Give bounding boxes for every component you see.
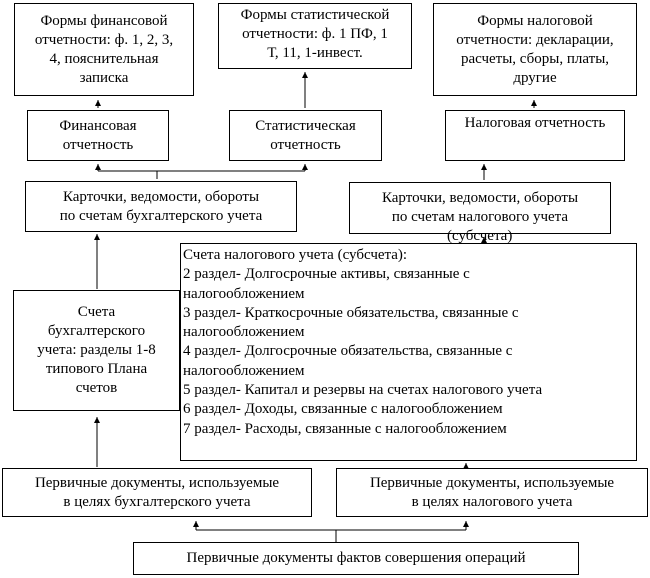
statistical-reporting-text: Статистическая отчетность: [255, 117, 356, 153]
financial-reporting-text: Финансовая отчетность: [59, 117, 137, 153]
primary-accounting-text: Первичные документы, используемые в целях бухгалтерского учета: [34, 474, 280, 510]
tax-accounts-line: налогообложением: [183, 324, 305, 341]
tax-accounts-line: 7 раздел- Расходы, связанные с налогообложением: [183, 420, 507, 437]
tax-reporting-box: [445, 110, 625, 161]
tax-accounts-line: 6 раздел- Доходы, связанные с налогообложением: [183, 401, 503, 418]
primary-tax-text: Первичные документы, используемые в целях налогового учета: [369, 474, 615, 510]
connector-cards-to-reporting: [98, 171, 305, 179]
connector-facts-to-primary: [196, 530, 466, 542]
forms-statistical-box: [218, 3, 412, 69]
forms-statistical-text: Формы статистической отчетности: ф. 1 ПФ, 1 Т, 11, 1-инвест.: [240, 7, 390, 61]
primary-accounting-box: [2, 468, 312, 517]
primary-facts-box: [133, 542, 579, 575]
accounts-accounting-box: [13, 290, 180, 411]
tax-accounts-box: [180, 243, 637, 461]
tax-accounts-line: 3 раздел- Краткосрочные обязательства, связанные с: [183, 304, 519, 321]
forms-financial-box: [14, 3, 194, 96]
cards-accounting-box: [25, 181, 297, 232]
tax-accounts-line: налогообложением: [183, 285, 305, 302]
tax-accounts-line: 5 раздел- Капитал и резервы на счетах налогового учета: [183, 382, 543, 399]
tax-accounts-title: Счета налогового учета (субсчета):: [183, 247, 408, 263]
primary-facts-text: Первичные документы фактов совершения операций: [186, 550, 526, 566]
accounts-accounting-text: Счета бухгалтерского учета: разделы 1-8 типового Плана счетов: [37, 304, 156, 396]
tax-accounts-line: налогообложением: [183, 362, 305, 379]
forms-tax-text: Формы налоговой отчетности: декларации, расчеты, сборы, платы, другие: [456, 12, 614, 86]
forms-financial-text: Формы финансовой отчетности: ф. 1, 2, 3, 4, пояснительная записка: [34, 12, 174, 86]
forms-tax-box: [433, 3, 637, 96]
financial-reporting-box: [27, 110, 169, 161]
cards-tax-overflow-text: (субсчета): [447, 228, 513, 244]
tax-accounts-line: 2 раздел- Долгосрочные активы, связанные с: [183, 266, 470, 283]
primary-tax-box: [336, 468, 648, 517]
cards-tax-text: Карточки, ведомости, обороты по счетам налогового учета: [381, 190, 579, 225]
statistical-reporting-box: [229, 110, 382, 161]
tax-accounts-line: 4 раздел- Долгосрочные обязательства, связанные с: [183, 343, 513, 360]
tax-reporting-text: Налоговая отчетность: [464, 115, 606, 131]
cards-accounting-text: Карточки, ведомости, обороты по счетам бухгалтерского учета: [59, 188, 263, 224]
